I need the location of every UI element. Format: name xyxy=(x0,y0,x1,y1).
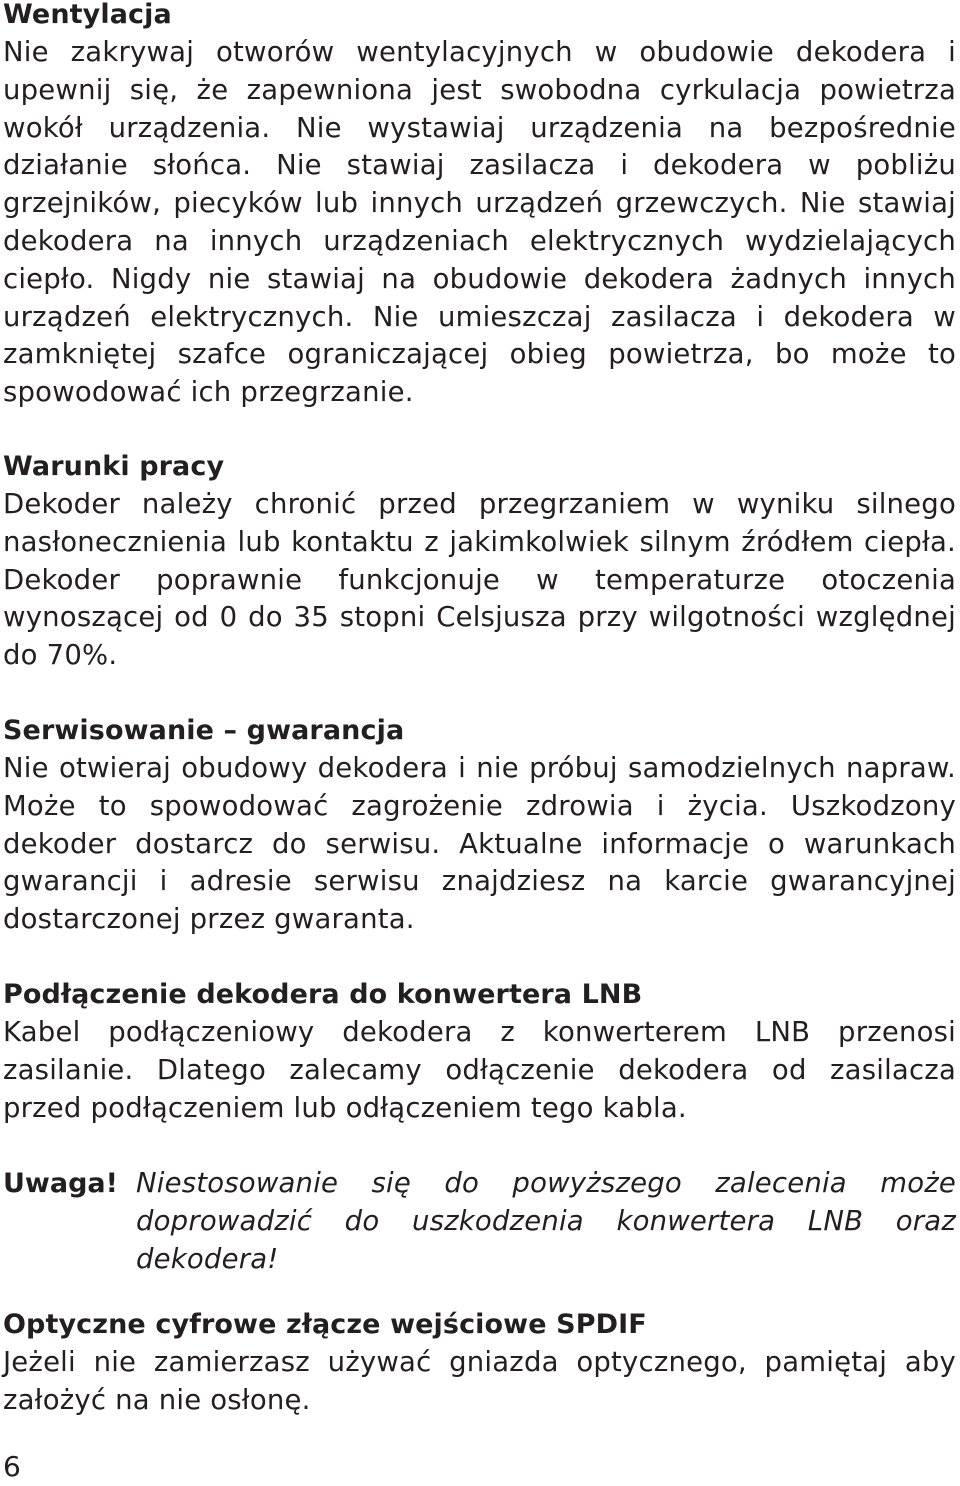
section-heading: Wentylacja xyxy=(3,0,172,30)
section-spdif xyxy=(3,1306,956,1420)
section-heading: Serwisowanie – gwarancja xyxy=(3,715,405,746)
section-body: Kabel podłączeniowy dekodera z konwerterem LNB przenosi zasilanie. Dlatego zalecamy odłączenie dekodera od zasilacza przed podłączeniem lub odłączeniem tego kabla. xyxy=(3,1016,956,1124)
section-heading: Optyczne cyfrowe złącze wejściowe SPDIF xyxy=(3,1309,647,1340)
section-operating-conditions xyxy=(3,448,956,675)
section-ventilation xyxy=(3,0,956,412)
section-service-warranty xyxy=(3,712,956,939)
section-body: Jeżeli nie zamierzasz używać gniazda optycznego, pamiętaj aby założyć na nie osłonę. xyxy=(3,1346,956,1416)
section-body: Dekoder należy chronić przed przegrzaniem w wyniku silnego nasłonecznienia lub kontaktu z jakimkolwiek silnym źródłem ciepła. Dekoder poprawnie funkcjonuje w temperaturze otoczenia wynoszącej od 0 do 35 stopni Celsjusza przy wilgotności względnej do 70%. xyxy=(3,488,956,672)
section-body: Nie otwieraj obudowy dekodera i nie próbuj samodzielnych napraw. Może to spowodować zagrożenie zdrowia i życia. Uszkodzony dekoder dostarcz do serwisu. Aktualne informacje o warunkach gwarancji i adresie serwisu znajdziesz na karcie gwarancyjnej dostarczonej przez gwaranta. xyxy=(3,752,956,936)
section-heading: Podłączenie dekodera do konwertera LNB xyxy=(3,979,643,1010)
warning-text: Niestosowanie się do powyższego zalecenia może doprowadzić do uszkodzenia konwertera LNB oraz dekodera! xyxy=(136,1167,956,1275)
page-number: 6 xyxy=(3,1450,21,1483)
warning-label: Uwaga! xyxy=(3,1168,118,1199)
section-heading: Warunki pracy xyxy=(3,451,225,482)
section-body: Nie zakrywaj otworów wentylacyjnych w obudowie dekodera i upewnij się, że zapewniona jest swobodna cyrkulacja powietrza wokół urządzenia. Nie wystawiaj urządzenia na bezpośrednie działanie słońca. Nie stawiaj zasilacza i dekodera w pobliżu grzejników, piecyków lub innych urządzeń grzewczych. Nie stawiaj dekodera na innych urządzeniach elektrycznych wydzielających ciepło. Nigdy nie stawiaj na obudowie dekodera żadnych innych urządzeń elektrycznych. Nie umieszczaj zasilacza i dekodera w zamkniętej szafce ograniczającej obieg powietrza, bo może to spowodować ich przegrzanie. xyxy=(3,36,956,409)
section-lnb-connection xyxy=(3,976,956,1127)
warning-note xyxy=(3,1165,956,1278)
